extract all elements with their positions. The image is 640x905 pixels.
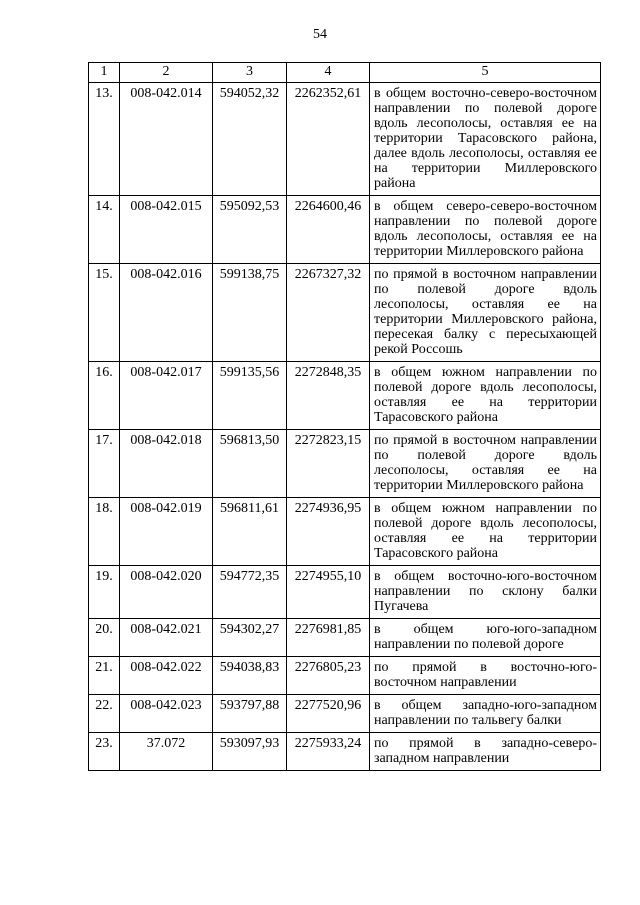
table-row bbox=[89, 196, 601, 264]
table-row bbox=[89, 733, 601, 771]
boundary-description: в общем южном направлении по полевой дороге вдоль лесополосы, оставляя ее на территории Тарасовского района bbox=[370, 362, 601, 430]
boundary-description: в общем восточно-северо-восточном направлении по полевой дороге вдоль лесополосы, оставляя ее на территории Тарасовского района, далее вдоль лесополосы, оставляя ее на территории Миллеровского района bbox=[370, 83, 601, 196]
coordinate-y: 2272823,15 bbox=[287, 430, 370, 498]
header-cell-2: 2 bbox=[120, 63, 213, 83]
boundary-description: по прямой в западно-северо-западном направлении bbox=[370, 733, 601, 771]
table-row bbox=[89, 498, 601, 566]
boundary-description: по прямой в восточном направлении по полевой дороге вдоль лесополосы, оставляя ее на территории Миллеровского района bbox=[370, 430, 601, 498]
coordinate-y: 2264600,46 bbox=[287, 196, 370, 264]
boundary-description: в общем западно-юго-западном направлении по тальвегу балки bbox=[370, 695, 601, 733]
coordinate-x: 596813,50 bbox=[213, 430, 287, 498]
boundary-description: в общем юго-юго-западном направлении по полевой дороге bbox=[370, 619, 601, 657]
point-code: 008-042.018 bbox=[120, 430, 213, 498]
point-code: 008-042.021 bbox=[120, 619, 213, 657]
coordinate-y: 2276805,23 bbox=[287, 657, 370, 695]
boundary-table bbox=[88, 62, 601, 771]
coordinate-x: 593797,88 bbox=[213, 695, 287, 733]
coordinate-y: 2274936,95 bbox=[287, 498, 370, 566]
table-body bbox=[89, 83, 601, 771]
row-number: 21. bbox=[89, 657, 120, 695]
boundary-description: по прямой в восточно-юго-восточном направлении bbox=[370, 657, 601, 695]
page-number: 54 bbox=[313, 27, 327, 42]
row-number: 14. bbox=[89, 196, 120, 264]
point-code: 008-042.017 bbox=[120, 362, 213, 430]
coordinate-x: 594038,83 bbox=[213, 657, 287, 695]
row-number: 20. bbox=[89, 619, 120, 657]
row-number: 16. bbox=[89, 362, 120, 430]
coordinate-y: 2267327,32 bbox=[287, 264, 370, 362]
table-row bbox=[89, 83, 601, 196]
coordinate-x: 599135,56 bbox=[213, 362, 287, 430]
row-number: 23. bbox=[89, 733, 120, 771]
coordinate-x: 595092,53 bbox=[213, 196, 287, 264]
table-row bbox=[89, 430, 601, 498]
point-code: 008-042.016 bbox=[120, 264, 213, 362]
header-cell-3: 3 bbox=[213, 63, 287, 83]
row-number: 18. bbox=[89, 498, 120, 566]
row-number: 15. bbox=[89, 264, 120, 362]
table-row bbox=[89, 264, 601, 362]
coordinate-x: 594302,27 bbox=[213, 619, 287, 657]
coordinate-x: 594052,32 bbox=[213, 83, 287, 196]
table-row bbox=[89, 362, 601, 430]
point-code: 008-042.023 bbox=[120, 695, 213, 733]
table-row bbox=[89, 619, 601, 657]
row-number: 19. bbox=[89, 566, 120, 619]
coordinate-y: 2275933,24 bbox=[287, 733, 370, 771]
table-row bbox=[89, 566, 601, 619]
point-code: 008-042.019 bbox=[120, 498, 213, 566]
header-cell-4: 4 bbox=[287, 63, 370, 83]
coordinate-y: 2272848,35 bbox=[287, 362, 370, 430]
coordinate-x: 593097,93 bbox=[213, 733, 287, 771]
table-row bbox=[89, 695, 601, 733]
point-code: 37.072 bbox=[120, 733, 213, 771]
table-header bbox=[89, 63, 601, 83]
coordinate-x: 596811,61 bbox=[213, 498, 287, 566]
header-cell-1: 1 bbox=[89, 63, 120, 83]
row-number: 17. bbox=[89, 430, 120, 498]
coordinate-x: 594772,35 bbox=[213, 566, 287, 619]
table-row bbox=[89, 657, 601, 695]
boundary-description: по прямой в восточном направлении по полевой дороге вдоль лесополосы, оставляя ее на территории Миллеровского района, пересекая балку с пересыхающей рекой Россошь bbox=[370, 264, 601, 362]
point-code: 008-042.014 bbox=[120, 83, 213, 196]
point-code: 008-042.015 bbox=[120, 196, 213, 264]
row-number: 13. bbox=[89, 83, 120, 196]
boundary-description: в общем восточно-юго-восточном направлении по склону балки Пугачева bbox=[370, 566, 601, 619]
coordinate-y: 2277520,96 bbox=[287, 695, 370, 733]
header-row bbox=[89, 63, 601, 83]
header-cell-5: 5 bbox=[370, 63, 601, 83]
coordinate-y: 2276981,85 bbox=[287, 619, 370, 657]
row-number: 22. bbox=[89, 695, 120, 733]
point-code: 008-042.020 bbox=[120, 566, 213, 619]
boundary-description: в общем северо-северо-восточном направлении по полевой дороге вдоль лесополосы, оставляя ее на территории Миллеровского района bbox=[370, 196, 601, 264]
coordinate-x: 599138,75 bbox=[213, 264, 287, 362]
point-code: 008-042.022 bbox=[120, 657, 213, 695]
coordinate-y: 2262352,61 bbox=[287, 83, 370, 196]
coordinate-y: 2274955,10 bbox=[287, 566, 370, 619]
boundary-description: в общем южном направлении по полевой дороге вдоль лесополосы, оставляя ее на территории Тарасовского района bbox=[370, 498, 601, 566]
